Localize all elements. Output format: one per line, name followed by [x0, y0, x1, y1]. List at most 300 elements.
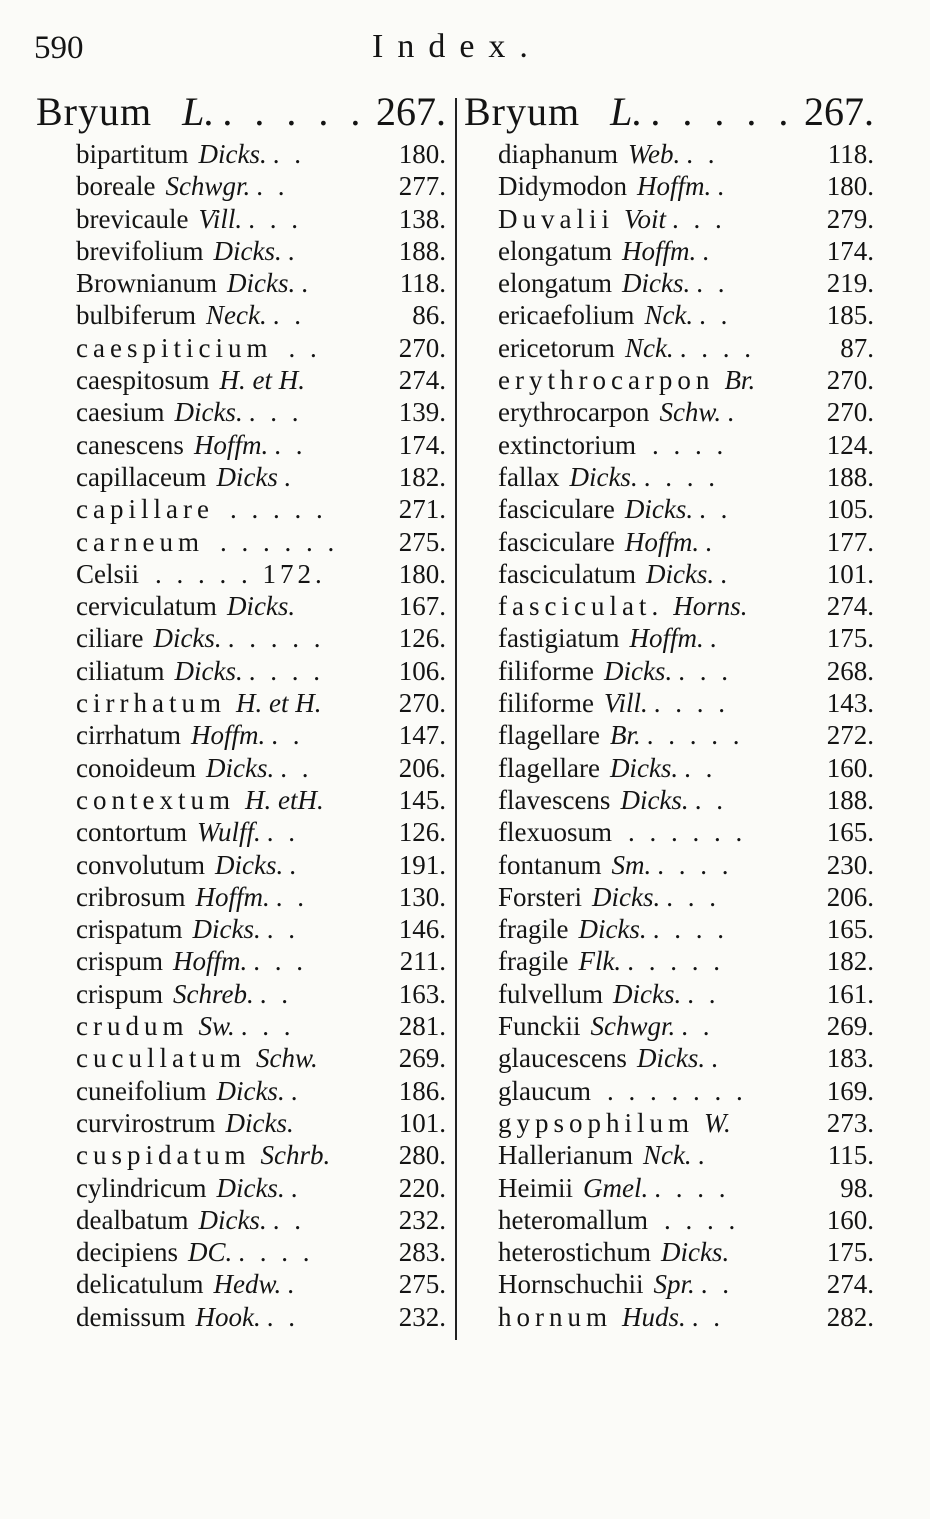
species-author: Vill. — [198, 203, 243, 234]
species-author: Br. — [609, 720, 641, 751]
page-reference: 101. — [398, 1107, 446, 1138]
page-reference: 188. — [826, 461, 874, 492]
species-name: cirrhatum — [76, 688, 226, 719]
species-author: Dicks. — [227, 268, 296, 299]
species-author: Hoffm. — [190, 720, 266, 751]
species-author: Dicks. — [198, 139, 267, 169]
index-entry — [76, 396, 446, 428]
species-name: Brownianum — [76, 268, 217, 299]
species-author: Dicks. — [660, 1237, 730, 1268]
index-entry — [498, 235, 874, 267]
index-entry — [498, 913, 874, 945]
page-reference: 274. — [826, 1269, 874, 1300]
species-name: brevifolium — [76, 235, 204, 266]
index-entry — [498, 978, 874, 1010]
index-entry — [498, 299, 874, 331]
page-reference: 182. — [398, 461, 446, 492]
dot-leader: . . — [259, 978, 292, 1009]
species-author: Hook. — [195, 1301, 261, 1332]
dot-leader: . . . . — [651, 429, 728, 460]
index-entry — [498, 1301, 874, 1333]
index-entry — [76, 1268, 446, 1300]
species-name: crispum — [76, 978, 163, 1009]
species-author: Dicks. — [174, 397, 243, 428]
dot-leader: . . — [274, 429, 307, 460]
species-author: Nck. — [642, 1140, 692, 1171]
index-entry — [498, 332, 874, 364]
index-entry — [498, 622, 874, 654]
page-reference: 206. — [398, 752, 446, 783]
index-entry — [76, 1139, 446, 1171]
dot-leader: . . — [288, 332, 321, 363]
index-entry — [498, 396, 874, 428]
species-name: hornum — [498, 1301, 612, 1332]
dot-leader: . . . — [253, 946, 307, 977]
species-name: fasciculare — [498, 494, 615, 525]
species-name: elongatum — [498, 235, 612, 266]
species-author: Hedw. — [213, 1269, 282, 1300]
dot-leader: . . — [272, 300, 305, 331]
index-entries-right — [464, 138, 874, 1333]
index-entry — [498, 719, 874, 751]
genus-name: Bryum — [464, 89, 581, 134]
dot-leader: . . — [256, 171, 289, 202]
page-reference: 270. — [398, 332, 446, 363]
index-entry — [498, 1042, 874, 1074]
page-reference: 177. — [826, 526, 874, 557]
dot-leader: . — [290, 1075, 302, 1106]
genus-leader: . . . . . — [650, 89, 795, 134]
dot-leader: . . . — [240, 1011, 295, 1042]
genus-page: 267. — [376, 89, 446, 134]
page-reference: 126. — [398, 817, 446, 848]
index-entry — [76, 655, 446, 687]
species-name: caesium — [76, 397, 165, 428]
species-name: fasciculare — [498, 526, 615, 557]
species-name: ciliare — [76, 623, 144, 654]
dot-leader: . — [287, 1269, 298, 1300]
species-author: Spr. — [653, 1269, 695, 1300]
page-reference: 139. — [398, 397, 446, 428]
species-name: fragile — [498, 914, 569, 945]
species-author: Dicks. — [621, 268, 691, 299]
index-entry — [498, 945, 874, 977]
dot-leader: . . — [266, 1301, 299, 1332]
page-reference: 271. — [398, 494, 446, 525]
page-reference: 180. — [398, 139, 446, 169]
species-name: filiforme — [498, 655, 594, 686]
species-name: carneum — [76, 526, 204, 557]
page-reference: 219. — [826, 268, 874, 299]
species-author: Hoffm. — [624, 526, 700, 557]
genus-name: Bryum — [36, 89, 153, 134]
species-name: Celsii — [76, 558, 140, 589]
species-author: Dicks. — [216, 1075, 285, 1106]
species-author: Dicks. — [198, 1204, 267, 1235]
dot-leader: . . — [686, 139, 719, 169]
species-name: fasciculatum — [498, 558, 636, 589]
index-entry — [498, 364, 874, 396]
page-reference: 283. — [398, 1237, 446, 1268]
dot-leader: . — [290, 1172, 302, 1203]
species-author: Dicks. — [578, 914, 647, 945]
page-reference: 211. — [399, 946, 446, 977]
dot-leader: . . — [691, 1301, 725, 1332]
species-name: ericaefolium — [498, 300, 635, 331]
dot-leader: . . — [699, 300, 732, 331]
page-reference: 98. — [840, 1172, 874, 1203]
dot-leader: . . — [275, 881, 308, 912]
dot-leader: . . . . . 172. — [155, 558, 326, 589]
index-entry — [76, 332, 446, 364]
species-author: Dicks. — [225, 1107, 294, 1138]
page-reference: 270. — [398, 688, 446, 719]
page-reference: 186. — [398, 1075, 446, 1106]
index-entry — [76, 364, 446, 396]
index-entry — [76, 1172, 446, 1204]
species-author: H. etH. — [244, 784, 324, 815]
index-entry — [76, 687, 446, 719]
page-reference: 101. — [826, 558, 874, 589]
species-author: Schw. — [255, 1043, 318, 1074]
dot-leader: . — [287, 235, 299, 266]
page-reference: 126. — [398, 623, 446, 654]
dot-leader: . . . — [248, 203, 302, 234]
index-entry — [76, 719, 446, 751]
index-entry — [76, 945, 446, 977]
page-reference: 269. — [398, 1043, 446, 1074]
species-author: Schw. — [659, 397, 722, 428]
page-reference: 180. — [826, 171, 874, 202]
species-name: conoideum — [76, 752, 196, 783]
index-entry — [76, 461, 446, 493]
species-name: canescens — [76, 429, 184, 460]
dot-leader: . . . . . — [627, 946, 724, 977]
dot-leader: . — [283, 461, 295, 492]
dot-leader: . — [301, 268, 312, 299]
species-author: Dicks. — [213, 235, 282, 266]
page-reference: 124. — [826, 429, 874, 460]
dot-leader: . . — [684, 752, 717, 783]
index-entry — [498, 590, 874, 622]
page-reference: 175. — [826, 1237, 874, 1268]
dot-leader: . . — [272, 1204, 305, 1235]
species-name: cribrosum — [76, 881, 186, 912]
page-reference: 87. — [840, 332, 874, 363]
species-author: Schreb. — [173, 978, 254, 1009]
species-name: diaphanum — [498, 139, 618, 169]
species-author: Hoffm. — [637, 171, 712, 202]
species-author: Vill. — [603, 688, 648, 719]
species-author: Dicks. — [645, 558, 715, 589]
index-entry — [76, 138, 446, 170]
species-name: delicatulum — [76, 1269, 204, 1300]
dot-leader: . . — [271, 720, 304, 751]
index-entry — [498, 655, 874, 687]
species-author: Schwgr. — [590, 1011, 676, 1042]
index-entry — [498, 267, 874, 299]
species-name: capillaceum — [76, 461, 207, 492]
species-name: contortum — [76, 817, 187, 848]
species-name: caespitosum — [76, 365, 210, 396]
index-entry — [498, 526, 874, 558]
page-reference: 220. — [398, 1172, 446, 1203]
index-entry — [498, 461, 874, 493]
index-entry — [498, 1172, 874, 1204]
species-name: Hornschuchii — [498, 1269, 644, 1300]
page-reference: 191. — [398, 849, 446, 880]
dot-leader: . . — [280, 752, 313, 783]
page-reference: 274. — [826, 591, 874, 622]
dot-leader: . . . . . . — [628, 817, 747, 848]
index-entry — [498, 752, 874, 784]
page-reference: 118. — [827, 139, 874, 169]
species-author: H. et H. — [219, 365, 305, 396]
dot-leader: . . . . . — [646, 720, 744, 751]
index-entry — [498, 1268, 874, 1300]
index-entry — [76, 1042, 446, 1074]
index-entry — [498, 1107, 874, 1139]
species-author: Hoffm. — [193, 429, 269, 460]
dot-leader: . . — [266, 914, 299, 945]
species-name: Heimii — [498, 1172, 573, 1203]
dot-leader: . . — [272, 139, 305, 169]
page-reference: 182. — [826, 946, 874, 977]
dot-leader: . . — [266, 817, 299, 848]
index-entry — [498, 1236, 874, 1268]
dot-leader: . — [702, 235, 713, 266]
genus-heading — [36, 88, 446, 138]
index-entry — [76, 1236, 446, 1268]
species-author: Dicks. — [612, 978, 682, 1009]
genus-author: L. — [182, 89, 215, 134]
index-column-left — [36, 88, 446, 1333]
dot-leader: . . — [681, 1011, 714, 1042]
dot-leader: . . — [694, 784, 727, 815]
species-name: bulbiferum — [76, 300, 196, 331]
index-entry — [76, 784, 446, 816]
index-entry — [76, 590, 446, 622]
page-reference: 188. — [826, 784, 874, 815]
dot-leader: . — [697, 1140, 709, 1171]
page-reference: 118. — [399, 268, 446, 299]
index-entry — [76, 1301, 446, 1333]
page-reference: 169. — [826, 1075, 874, 1106]
species-author: Dicks. — [216, 1172, 285, 1203]
column-divider — [455, 98, 457, 1340]
page-reference: 279. — [826, 203, 874, 234]
index-entry — [76, 752, 446, 784]
species-author: Hoffm. — [629, 623, 704, 654]
species-name: flavescens — [498, 784, 611, 815]
species-name: Forsteri — [498, 881, 582, 912]
page-reference: 274. — [398, 365, 446, 396]
index-entry — [498, 687, 874, 719]
species-author: Huds. — [622, 1301, 686, 1332]
page-reference: 130. — [398, 881, 446, 912]
page-reference: 275. — [398, 1269, 446, 1300]
species-name: caespiticium — [76, 332, 273, 363]
index-entry — [498, 493, 874, 525]
page-reference: 160. — [826, 752, 874, 783]
species-author: Neck. — [205, 300, 267, 331]
index-entry — [76, 429, 446, 461]
page-reference: 270. — [826, 365, 874, 396]
species-name: crispatum — [76, 914, 183, 945]
dot-leader: . — [289, 849, 300, 880]
dot-leader: . . . . — [238, 1237, 314, 1268]
species-name: flexuosum — [498, 817, 612, 848]
species-name: flagellare — [498, 752, 600, 783]
species-name: cerviculatum — [76, 591, 217, 622]
genus-leader: . . . . . — [222, 89, 367, 134]
page-reference: 165. — [826, 817, 874, 848]
species-author: Flk. — [578, 946, 622, 977]
species-author: Br. — [724, 365, 756, 396]
species-name: fastigiatum — [498, 623, 620, 654]
index-entry — [498, 203, 874, 235]
dot-leader: . . . . . — [227, 623, 325, 654]
dot-leader: . . . . — [652, 914, 728, 945]
genus-author: L. — [610, 89, 643, 134]
dot-leader: . — [709, 623, 721, 654]
index-entry — [76, 849, 446, 881]
genus-page: 267. — [804, 89, 874, 134]
species-name: cylindricum — [76, 1172, 207, 1203]
species-name: cuspidatum — [76, 1140, 251, 1171]
species-name: Funckii — [498, 1011, 581, 1042]
species-name: fasciculat. — [498, 591, 664, 622]
index-entry — [498, 138, 874, 170]
page-reference: 175. — [826, 623, 874, 654]
page-reference: 174. — [398, 429, 446, 460]
dot-leader: . — [711, 1043, 722, 1074]
species-name: Didymodon — [498, 171, 628, 202]
species-name: demissum — [76, 1301, 186, 1332]
dot-leader: . . . — [248, 397, 303, 428]
page-reference: 232. — [398, 1204, 446, 1235]
species-author: Dicks. — [620, 784, 689, 815]
index-entry — [498, 1010, 874, 1042]
dot-leader: . — [717, 171, 729, 202]
page-reference: 180. — [398, 558, 446, 589]
species-author: Dicks. — [603, 655, 673, 686]
species-author: Dicks. — [226, 591, 296, 622]
page-header — [32, 26, 900, 76]
index-entry — [498, 170, 874, 202]
species-author: Nck. — [644, 300, 694, 331]
species-name: elongatum — [498, 268, 612, 299]
page-reference: 281. — [398, 1011, 446, 1042]
species-author: Hoffm. — [195, 881, 270, 912]
index-entry — [498, 1139, 874, 1171]
page-reference: 273. — [826, 1107, 874, 1138]
page-reference: 270. — [826, 397, 874, 428]
index-entries-left — [36, 138, 446, 1333]
species-name: glaucum — [498, 1075, 591, 1106]
page-reference: 230. — [826, 849, 874, 880]
species-author: Voit — [624, 203, 667, 234]
species-name: Hallerianum — [498, 1140, 633, 1171]
species-author: Dicks. — [205, 752, 275, 783]
species-name: bipartitum — [76, 139, 189, 169]
species-author: Dicks. — [153, 623, 222, 654]
species-name: decipiens — [76, 1237, 178, 1268]
dot-leader: . — [705, 526, 716, 557]
index-entry — [76, 622, 446, 654]
page-reference: 160. — [826, 1204, 874, 1235]
dot-leader: . . . . — [248, 655, 324, 686]
species-name: glaucescens — [498, 1043, 627, 1074]
page-reference: 138. — [398, 203, 446, 234]
dot-leader: . — [720, 558, 731, 589]
species-author: Web. — [627, 139, 681, 169]
page-reference: 232. — [398, 1301, 446, 1332]
species-author: Dicks. — [592, 881, 661, 912]
index-entry — [498, 849, 874, 881]
species-author: Dicks. — [624, 494, 694, 525]
index-column-right — [464, 88, 874, 1333]
species-author: Schwgr. — [165, 171, 251, 202]
index-entry — [76, 526, 446, 558]
species-author: Hoffm. — [621, 235, 697, 266]
page-reference: 280. — [398, 1140, 446, 1171]
dot-leader: . . . . . — [229, 494, 327, 525]
index-entry — [76, 493, 446, 525]
species-author: Nck. — [624, 332, 674, 363]
dot-leader: . . . — [666, 881, 720, 912]
species-name: cucullatum — [76, 1043, 246, 1074]
species-name: ciliatum — [76, 655, 165, 686]
index-entry — [76, 816, 446, 848]
dot-leader: . . . . — [654, 1172, 730, 1203]
index-entry — [76, 267, 446, 299]
index-entry — [76, 299, 446, 331]
species-author: Gmel. — [583, 1172, 649, 1203]
index-entry — [76, 203, 446, 235]
running-title: Index. — [372, 28, 542, 65]
species-name: fallax — [498, 461, 560, 492]
species-author: Dicks. — [636, 1043, 706, 1074]
page-reference: 275. — [398, 526, 446, 557]
species-name: Duvalii — [498, 203, 614, 234]
page-reference: 167. — [398, 591, 446, 622]
page-reference: 277. — [398, 171, 446, 202]
species-name: convolutum — [76, 849, 205, 880]
index-entry — [498, 784, 874, 816]
dot-leader: . . . — [672, 203, 726, 234]
species-author: Sw. — [198, 1011, 235, 1042]
page-reference: 105. — [826, 494, 874, 525]
species-author: Dicks. — [174, 655, 243, 686]
page-reference: 183. — [826, 1043, 874, 1074]
species-name: heteromallum — [498, 1204, 648, 1235]
page-reference: 269. — [826, 1011, 874, 1042]
species-name: crispum — [76, 946, 163, 977]
index-entry — [76, 1107, 446, 1139]
species-author: Dicks. — [609, 752, 679, 783]
index-entry — [498, 558, 874, 590]
species-author: Horns. — [673, 591, 748, 622]
species-name: dealbatum — [76, 1204, 189, 1235]
species-name: flagellare — [498, 720, 600, 751]
species-author: Sm. — [611, 849, 652, 880]
dot-leader: . . . . — [653, 688, 729, 719]
dot-leader: . . . . — [679, 332, 755, 363]
dot-leader: . . — [699, 494, 732, 525]
species-author: H. et H. — [235, 688, 322, 719]
page-reference: 185. — [826, 300, 874, 331]
